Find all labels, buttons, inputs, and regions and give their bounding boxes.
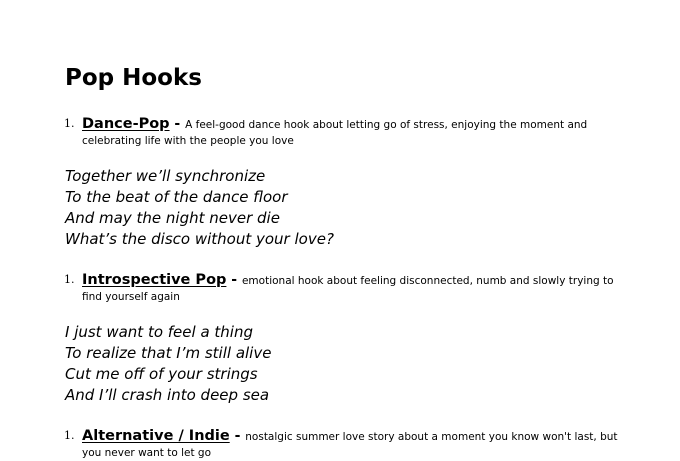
page-title: Pop Hooks [65,65,202,91]
lyrics-block [65,322,271,406]
lyric-line: Together we’ll synchronize [65,167,266,185]
separator: - [229,428,246,444]
separator: - [169,116,186,132]
lyric-line: To realize that I’m still alive [65,344,272,362]
separator: - [226,272,242,288]
lyric-line: To the beat of the dance floor [65,188,288,206]
genre-description: A feel-good dance hook about letting go of stress, enjoying the moment and celebrating life with the people you love [82,119,588,147]
genre-heading: Alternative / Indie [82,428,230,444]
list-item [64,428,622,461]
genre-description: nostalgic summer love story about a moment you know won't last, but you never want to let go [82,431,618,459]
list-number: 1. [64,273,75,286]
genre-description: emotional hook about feeling disconnected, numb and slowly trying to find yourself again [82,275,614,303]
lyric-line: And I’ll crash into deep sea [65,386,270,404]
list-number: 1. [64,117,75,130]
lyrics-block [65,166,334,250]
lyric-line: And may the night never die [65,209,280,227]
list-number: 1. [64,429,75,442]
list-item [64,116,622,149]
lyric-line: What’s the disco without your love? [65,230,334,248]
genre-heading: Dance-Pop [82,116,170,132]
lyric-line: Cut me off of your strings [65,365,258,383]
lyric-line: I just want to feel a thing [65,323,253,341]
list-item [64,272,622,305]
genre-heading: Introspective Pop [82,272,227,288]
